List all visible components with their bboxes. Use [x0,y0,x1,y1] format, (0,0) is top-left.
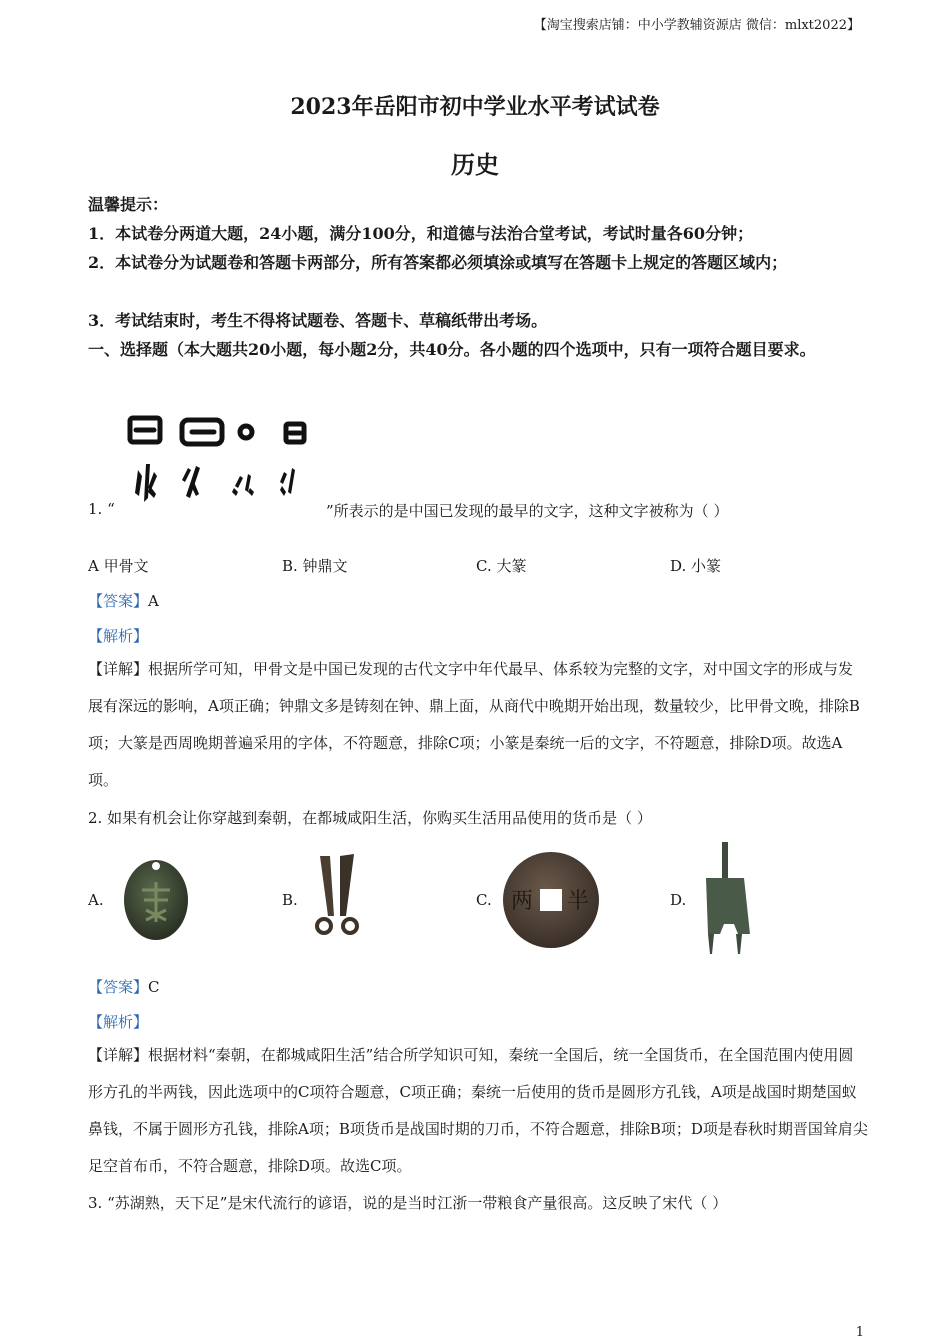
answer-label: 【答案】 [88,592,149,610]
coin-char-ban: 半 [566,889,590,914]
q1-option-d: D. 小篆 [670,557,722,575]
q2-analysis-label: 【解析】 [88,1013,149,1031]
q3-stem: 3. “苏湖熟，天下足”是宋代流行的谚语，说的是当时江浙一带粮食产量很高。这反映了宋代（ ） [88,1194,728,1212]
spade-coin-image [694,840,756,958]
exam-title: 2023年岳阳市初中学业水平考试试卷 [290,94,660,120]
answer-label: 【答案】 [88,978,149,996]
q1-detail-text: 根据所学可知，甲骨文是中国已发现的古代文字中年代最早、体系较为完整的文字，对中国文字的形成与发展有深远的影响，A项正确；钟鼎文多是铸刻在钟、鼎上面，从商代中晚期开始出现，数量较少，比甲骨文晚，排除B项；大篆是西周晚期普遍采用的字体，不符题意，排除C项；小篆是秦统一后的文字，不符题意，排除D项。故选A项。 [88,660,860,789]
q2-option-a: A. [88,891,104,909]
ant-nose-coin-image [116,852,196,944]
tip-3: 3．考试结束时，考生不得将试题卷、答题卡、草稿纸带出考场。 [88,311,548,330]
q2-detail [88,1037,868,1185]
q1-stem-start: 1. “ [88,500,115,518]
q1-detail [88,651,868,799]
header-note: 【淘宝搜索店铺：中小学教辅资源店 微信：mlxt2022】 [533,18,860,33]
q1-answer: A [148,592,159,610]
oracle-bone-glyph-image [124,410,320,515]
q1-analysis-label: 【解析】 [88,627,149,645]
q2-answer: C [148,978,160,996]
detail-label: 【详解】 [88,660,149,678]
q1-stem-end: ”所表示的是中国已发现的最早的文字，这种文字被称为（ ） [326,502,729,520]
q1-option-b: B. 钟鼎文 [282,557,348,575]
subject-title: 历史 [451,150,499,179]
q1-option-c: C. 大篆 [476,557,527,575]
ban-liang-coin-image [498,850,604,950]
section-1-heading: 一、选择题（本大题共20小题，每小题2分，共40分。各小题的四个选项中，只有一项符合题目要求。 [88,340,816,359]
detail-label: 【详解】 [88,1046,149,1064]
q2-answer-line [88,976,160,997]
q1-option-a: A 甲骨文 [88,557,149,575]
tip-2: 2．本试卷分为试题卷和答题卡两部分，所有答案都必须填涂或填写在答题卡上规定的答题区域内； [88,253,788,272]
coin-char-liang: 两 [510,889,534,914]
q2-option-c: C. [476,891,492,909]
q1-answer-line [88,590,159,611]
q2-detail-text: 根据材料“秦朝，在都城咸阳生活”结合所学知识可知，秦统一全国后，统一全国货币，在全国范围内使用圆形方孔的半两钱，因此选项中的C项符合题意，C项正确；秦统一后使用的货币是圆形方孔钱，A项是战国时期楚国蚁鼻钱，不属于圆形方孔钱，排除A项；B项货币是战国时期的刀币，不符合题意，排除B项；D项是春秋时期晋国耸肩尖足空首布币，不符合题意，排除D项。故选C项。 [88,1046,868,1175]
q2-option-b: B. [282,891,298,909]
knife-coin-image [312,852,362,940]
q2-option-d: D. [670,891,687,909]
tips-heading: 温馨提示： [88,195,169,214]
q2-stem: 2. 如果有机会让你穿越到秦朝，在都城咸阳生活，你购买生活用品使用的货币是（ ） [88,809,652,827]
tip-1: 1．本试卷分两道大题，24小题，满分100分，和道德与法治合堂考试，考试时量各60分钟； [88,224,754,243]
page-number: 1 [855,1325,864,1340]
